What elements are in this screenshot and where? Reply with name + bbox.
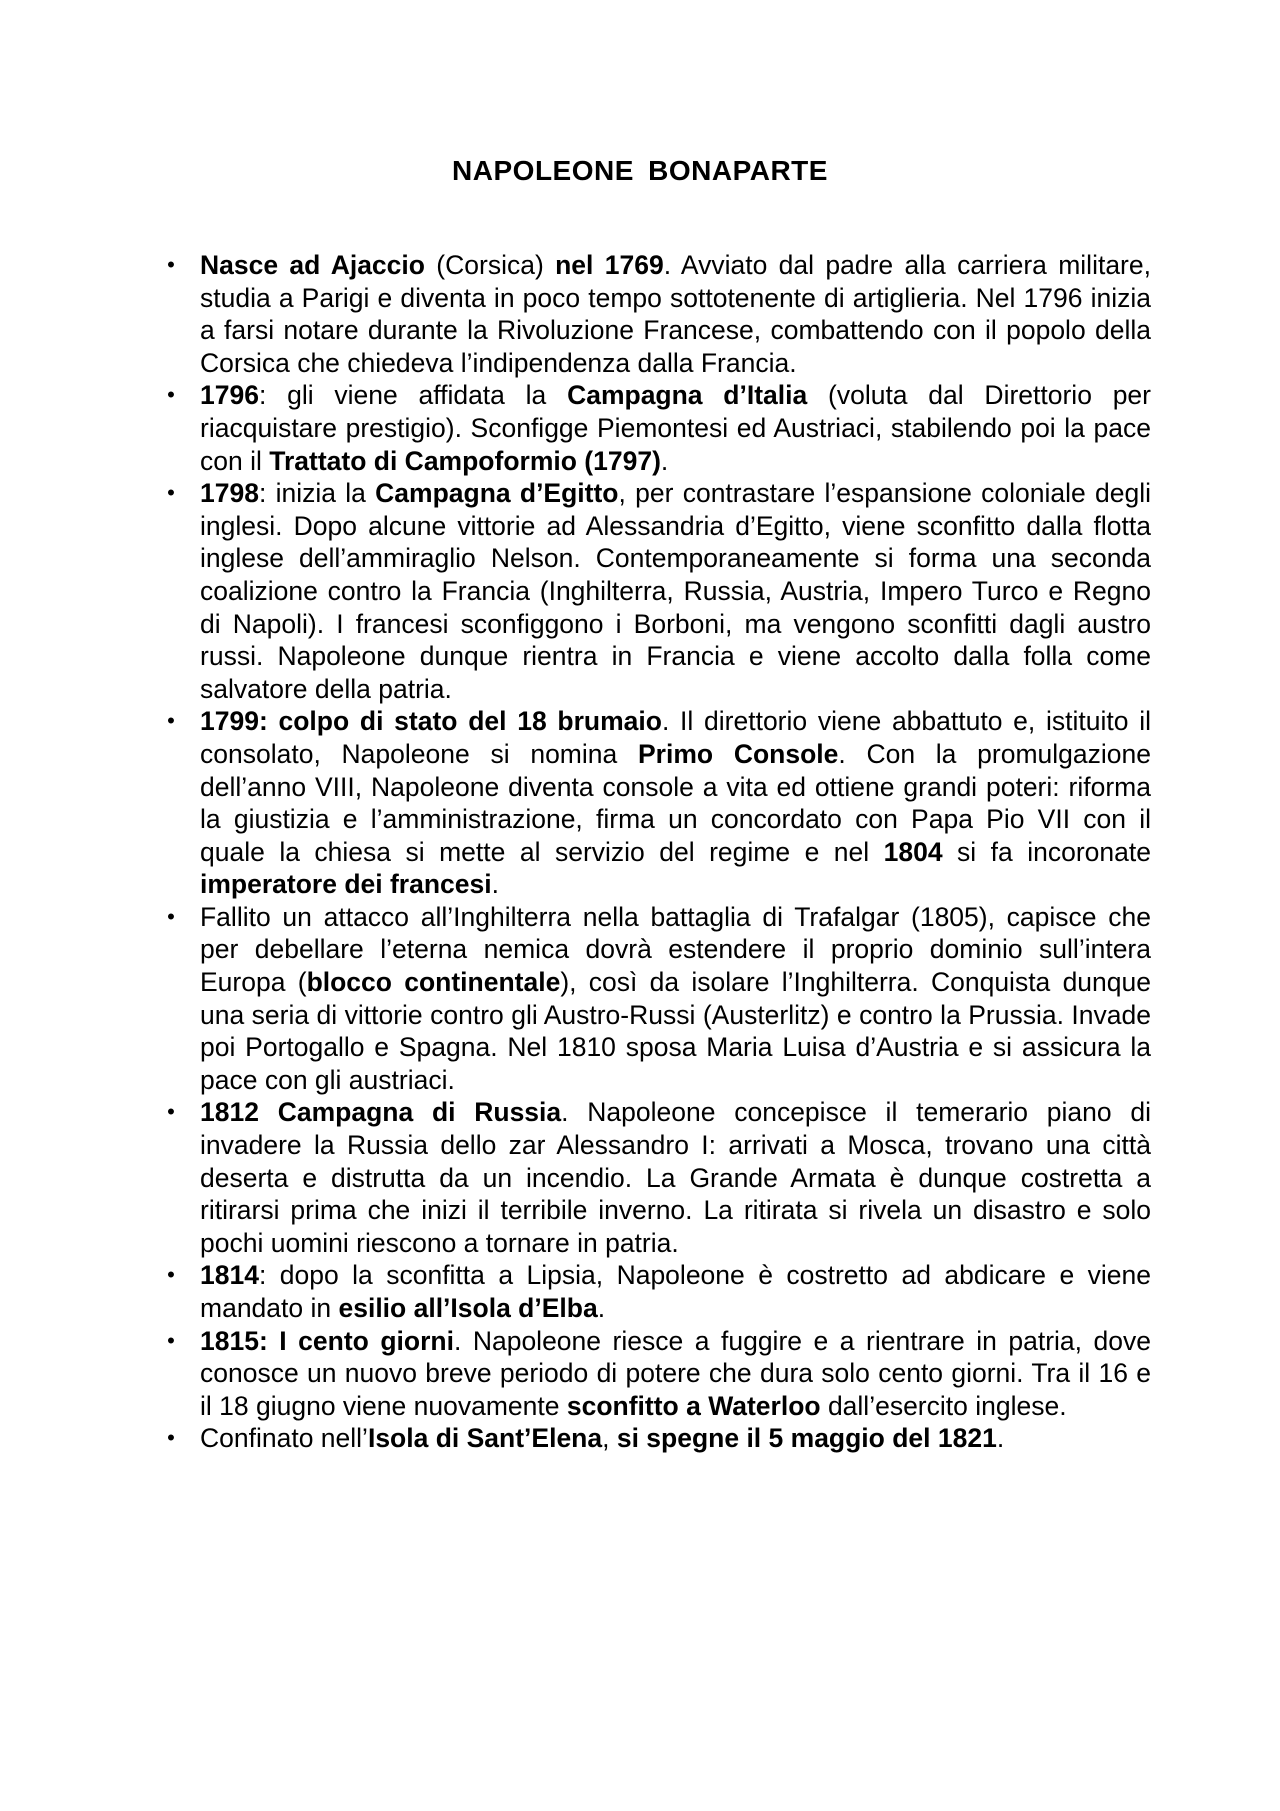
bold-text: esilio all’Isola d’Elba (338, 1293, 598, 1323)
bold-text: 1799: colpo di stato del 18 brumaio (200, 706, 662, 737)
bullet-icon: • (167, 708, 175, 734)
list-item (167, 249, 1151, 379)
body-text: (voluta dal Direttorio per riacquistare prestigio). Sconfigge Piemontesi ed Austriaci, stabilendo poi la pace con il (200, 380, 1151, 476)
list-item (167, 379, 1151, 477)
bold-text: si spegne il 5 maggio del 1821 (616, 1423, 997, 1454)
list-item (167, 1096, 1151, 1259)
bold-text: sconfitto a Waterloo (566, 1390, 821, 1421)
bold-text: Trattato di Campoformio (1797) (269, 445, 661, 476)
list-item (167, 1422, 1151, 1455)
body-text: : inizia la (258, 478, 376, 509)
body-text: . Napoleone concepisce il temerario piano di invadere la Russia dello zar Alessandro I: arrivati a Mosca, trovano una città deserta e distrutta da un incendio. La Grande Armata è dunque costretta a ritirarsi prima che inizi il terribile inverno. La ritirata si rivela un disastro e solo pochi uomini riescono a tornare in patria. (200, 1097, 1151, 1258)
body-text: . Avviato dal padre alla carriera militare, studia a Parigi e diventa in poco tempo sottotenente di artiglieria. Nel 1796 inizia a farsi notare durante la Rivoluzione Francese, combattendo con il popolo della Corsica che chiedeva l’indipendenza dalla Francia. (200, 250, 1151, 378)
bullet-icon: • (167, 1099, 175, 1125)
body-text: : dopo la sconfitta a Lipsia, Napoleone è costretto ad abdicare e viene mandato in (200, 1260, 1151, 1323)
bold-text: 1796 (200, 380, 259, 411)
body-text: . Con la promulgazione dell’anno VIII, Napoleone diventa console a vita ed ottiene grandi poteri: riforma la giustizia e l’amministrazione, firma un concordato con Papa Pio VII con il quale la chiesa si mette al servizio del regime e nel (200, 738, 1151, 867)
body-text: , (602, 1423, 617, 1454)
list-item (167, 705, 1151, 901)
bold-text: Campagna d’Italia (567, 380, 808, 411)
body-text: dall’esercito inglese. (820, 1390, 1067, 1421)
body-text: . (491, 869, 499, 900)
bullet-icon: • (167, 1327, 175, 1353)
bullet-icon: • (167, 1425, 175, 1451)
page-title: NAPOLEONE BONAPARTE (452, 155, 828, 186)
bold-text: nel 1769 (555, 250, 664, 280)
body-text: si fa incoronate (942, 836, 1151, 867)
body-text: (Corsica) (424, 250, 556, 280)
bold-text: 1812 Campagna di Russia (200, 1097, 562, 1128)
list-item (167, 477, 1151, 705)
body-text: Confinato nell’ (200, 1423, 368, 1454)
bold-text: 1815: I cento giorni (200, 1325, 454, 1356)
bold-text: Isola di Sant’Elena (367, 1423, 603, 1454)
bullet-icon: • (167, 480, 175, 506)
bullet-list (167, 249, 1151, 1455)
body-text: . Napoleone riesce a fuggire e a rientrare in patria, dove conosce un nuovo breve periodo di potere che dura solo cento giorni. Tra il 16 e il 18 giugno viene nuovamente (200, 1325, 1151, 1421)
bold-text: 1798 (200, 478, 259, 509)
list-item (167, 901, 1151, 1097)
body-text: Fallito un attacco all’Inghilterra nella battaglia di Trafalgar (1805), capisce che per debellare l’eterna nemica dovrà estendere il proprio dominio sull’intera Europa ( (200, 901, 1151, 998)
bold-text: Campagna d’Egitto (375, 478, 619, 509)
list-item (167, 1325, 1151, 1423)
body-text: ), così da isolare l’Inghilterra. Conquista dunque una seria di vittorie contro gli Austro-Russi (Austerlitz) e contro la Prussia. Invade poi Portogallo e Spagna. Nel 1810 sposa Maria Luisa d’Austria e si assicura la pace con gli austriaci. (200, 967, 1151, 1095)
bullet-icon: • (167, 382, 175, 408)
body-text: . (660, 445, 669, 476)
bullet-icon: • (167, 903, 175, 929)
body-text: , per contrastare l’espansione coloniale degli inglesi. Dopo alcune vittorie ad Alessandria d’Egitto, viene sconfitto dalla flotta inglese dell’ammiraglio Nelson. Contemporaneamente si forma una seconda coalizione contro la Francia (Inghilterra, Russia, Austria, Impero Turco e Regno di Napoli). I francesi sconfiggono i Borboni, ma vengono sconfitti dagli austro russi. Napoleone dunque rientra in Francia e viene accolto dalla folla come salvatore della patria. (200, 478, 1151, 704)
bold-text: Nasce ad Ajaccio (200, 250, 425, 280)
list-item (167, 1259, 1151, 1324)
bold-text: imperatore dei francesi (200, 869, 492, 900)
bold-text: 1804 (883, 836, 943, 867)
body-text: . (597, 1293, 606, 1323)
bold-text: Primo Console (637, 738, 839, 769)
body-text: . (996, 1423, 1005, 1454)
bullet-icon: • (167, 1262, 175, 1288)
bullet-icon: • (167, 252, 175, 277)
body-text: . Il direttorio viene abbattuto e, istituito il consolato, Napoleone si nomina (200, 706, 1151, 769)
bold-text: 1814 (200, 1260, 259, 1291)
body-text: : gli viene affidata la (258, 380, 568, 411)
bold-text: blocco continentale (306, 967, 561, 998)
